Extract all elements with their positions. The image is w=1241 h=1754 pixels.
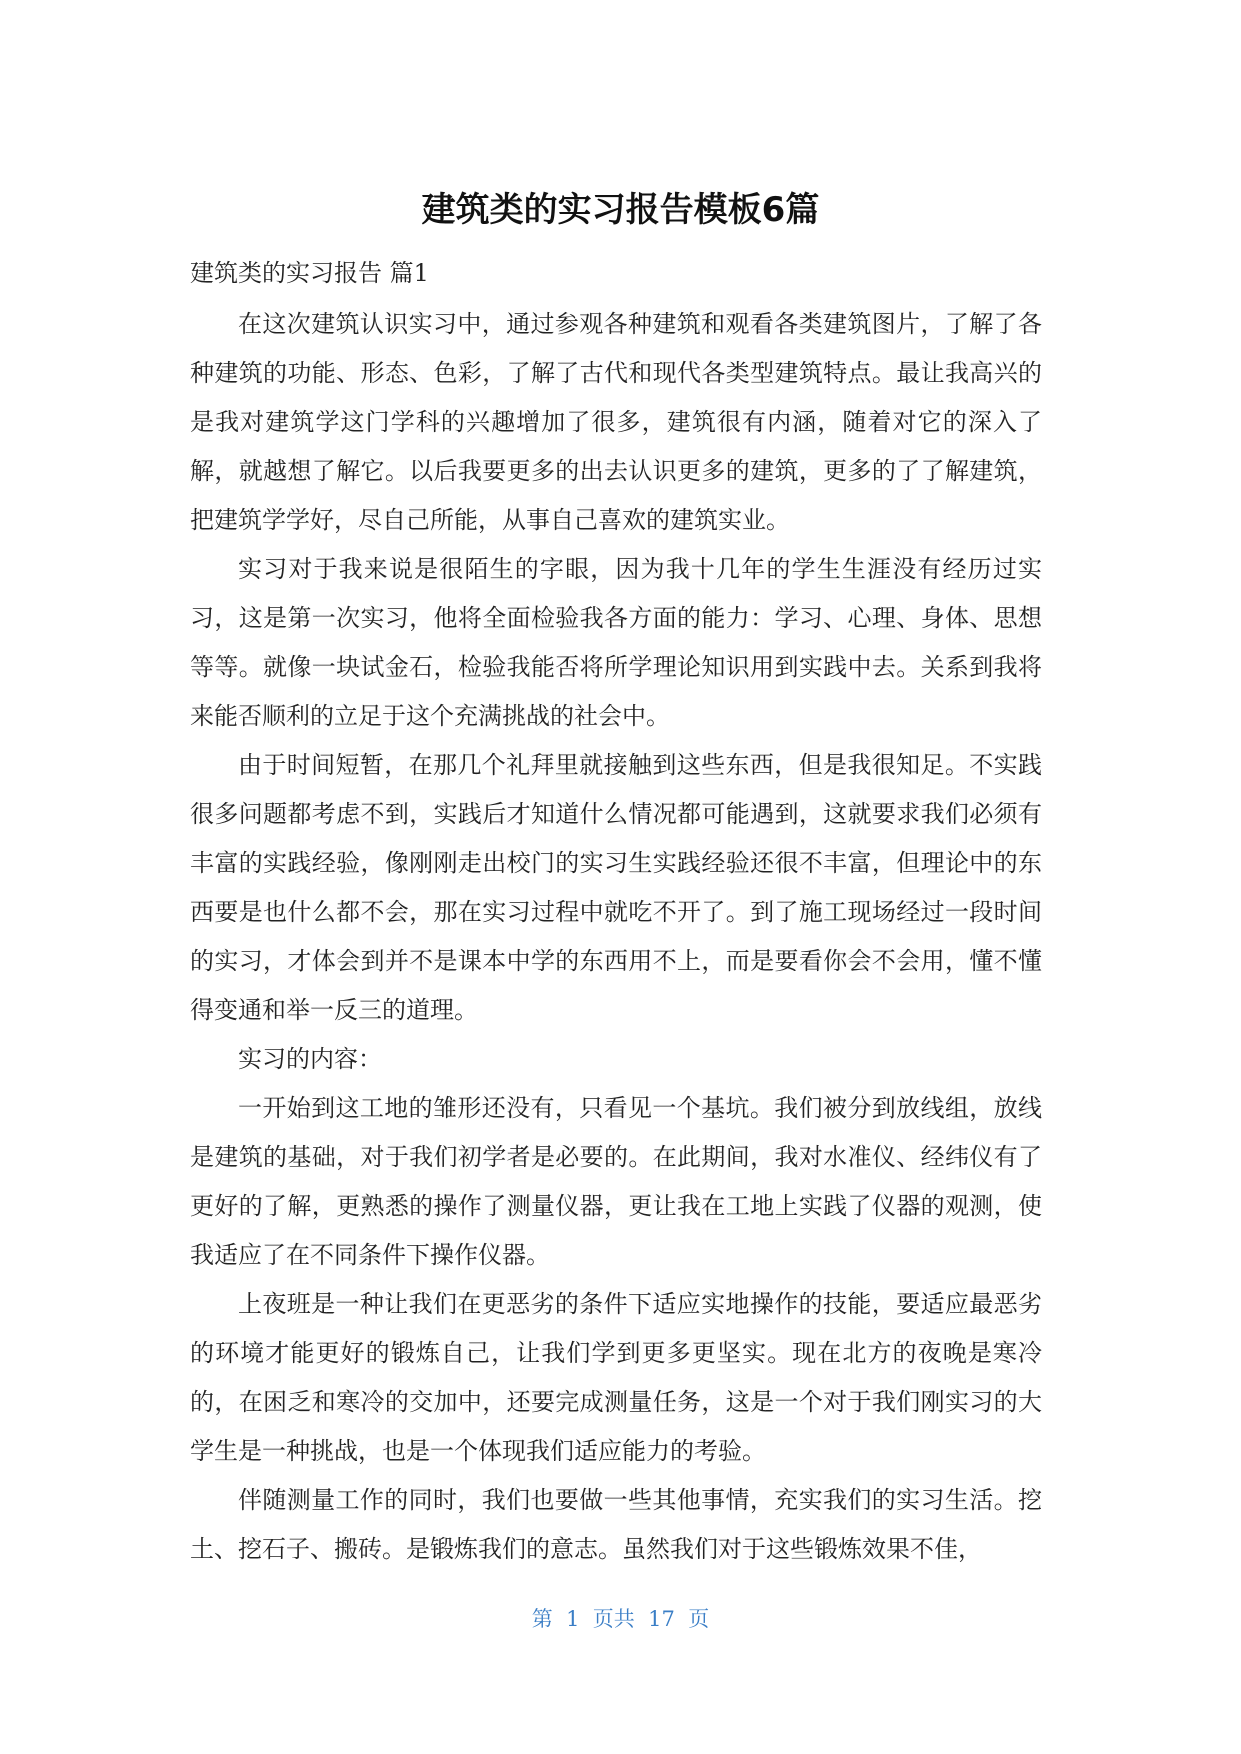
- body-paragraph: 由于时间短暂，在那几个礼拜里就接触到这些东西，但是我很知足。不实践很多问题都考虑不到，实践后才知道什么情况都可能遇到，这就要求我们必须有丰富的实践经验，像刚刚走出校门的实习生实践经验还很不丰富，但理论中的东西要是也什么都不会，那在实习过程中就吃不开了。到了施工现场经过一段时间的实习，才体会到并不是课本中学的东西用不上，而是要看你会不会用，懂不懂得变通和举一反三的道理。: [190, 751, 1042, 1024]
- page-number-footer: 第 1 页共 17 页: [531, 1607, 710, 1631]
- body-paragraph: 在这次建筑认识实习中，通过参观各种建筑和观看各类建筑图片，了解了各种建筑的功能、形态、色彩，了解了古代和现代各类型建筑特点。最让我高兴的是我对建筑学这门学科的兴趣增加了很多，建筑很有内涵，随着对它的深入了解，就越想了解它。以后我要更多的出去认识更多的建筑，更多的了了解建筑，把建筑学学好，尽自己所能，从事自己喜欢的建筑实业。: [190, 310, 1042, 534]
- document-title: 建筑类的实习报告模板6篇: [421, 190, 820, 230]
- body-paragraph: 实习的内容：: [238, 1045, 382, 1073]
- section-heading: 建筑类的实习报告 篇1: [190, 259, 429, 287]
- body-paragraph: 上夜班是一种让我们在更恶劣的条件下适应实地操作的技能，要适应最恶劣的环境才能更好的锻炼自己，让我们学到更多更坚实。现在北方的夜晚是寒冷的，在困乏和寒冷的交加中，还要完成测量任务，这是一个对于我们刚实习的大学生是一种挑战，也是一个体现我们适应能力的考验。: [190, 1290, 1042, 1465]
- body-paragraph: 伴随测量工作的同时，我们也要做一些其他事情，充实我们的实习生活。挖土、挖石子、搬砖。是锻炼我们的意志。虽然我们对于这些锻炼效果不佳，: [190, 1486, 1042, 1563]
- body-paragraph: 实习对于我来说是很陌生的字眼，因为我十几年的学生生涯没有经历过实习，这是第一次实习，他将全面检验我各方面的能力：学习、心理、身体、思想等等。就像一块试金石，检验我能否将所学理论知识用到实践中去。关系到我将来能否顺利的立足于这个充满挑战的社会中。: [190, 555, 1042, 730]
- body-paragraph: 一开始到这工地的雏形还没有，只看见一个基坑。我们被分到放线组，放线是建筑的基础，对于我们初学者是必要的。在此期间，我对水准仪、经纬仪有了更好的了解，更熟悉的操作了测量仪器，更让我在工地上实践了仪器的观测，使我适应了在不同条件下操作仪器。: [190, 1094, 1042, 1269]
- document-body: [190, 300, 1042, 1574]
